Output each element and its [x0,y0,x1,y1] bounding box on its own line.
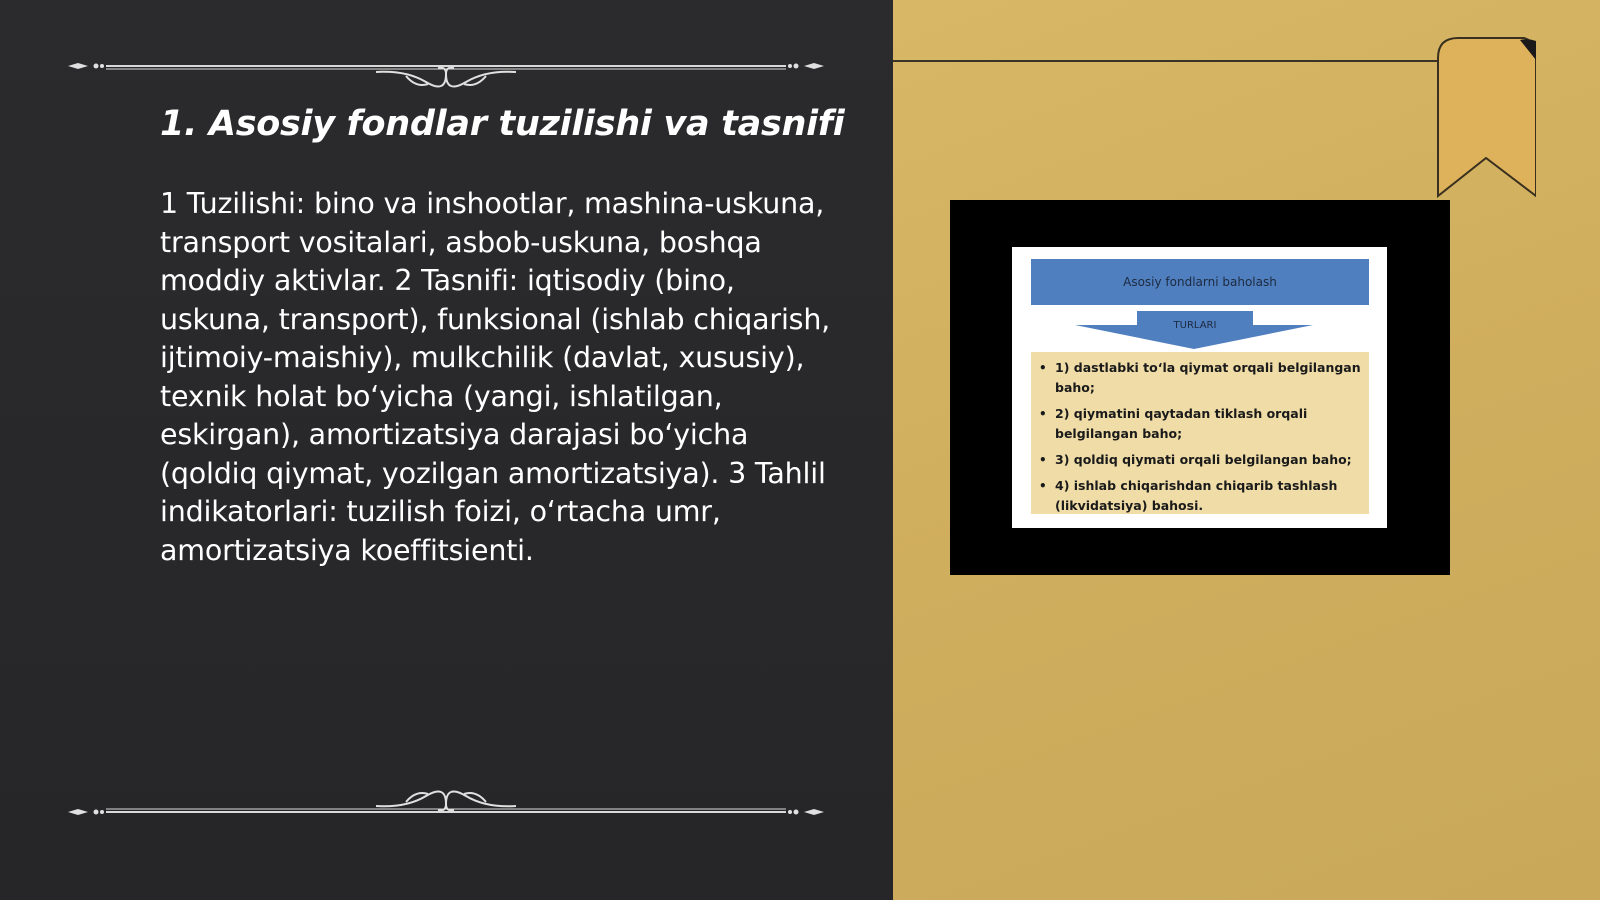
bookmark-ribbon-icon [1436,36,1536,198]
list-item: • 1) dastlabki to‘la qiymat orqali belgilangan baho; [1037,358,1361,398]
slide-title: 1. Asosiy fondlar tuzilishi va tasnifi [160,104,845,144]
embedded-list [1031,352,1369,514]
ornament-divider-top-icon [66,52,826,102]
list-item: • 2) qiymatini qaytadan tiklash orqali belgilangan baho; [1037,404,1361,444]
ornament-divider-bottom-icon [66,776,826,826]
horizontal-rule [893,60,1438,62]
embedded-arrow-label: TURLARI [1173,320,1217,331]
slide-body-text: 1 Tuzilishi: bino va inshootlar, mashina-uskuna, transport vositalari, asbob-uskuna, boshqa moddiy aktivlar. 2 Tasnifi: iqtisodiy (bino, uskuna, transport), funksional (ishlab chiqarish, ijtimoiy-maishiy), mulkchilik (davlat, xususiy), texnik holat bo‘yicha (yangi, ishlatilgan, eskirgan), amortizatsiya darajasi bo‘yicha (qoldiq qiymat, yozilgan amortizatsiya). 3 Tahlil indikatorlari: tuzilish foizi, o‘rtacha umr, amortizatsiya koeffitsienti. [160,187,831,567]
embedded-image [950,200,1450,575]
embedded-header: Asosiy fondlarni baholash [1031,259,1369,305]
embedded-slide [1012,247,1387,528]
list-item: • 4) ishlab chiqarishdan chiqarib tashlash (likvidatsiya) bahosi. [1037,476,1361,516]
list-item: • 3) qoldiq qiymati orqali belgilangan baho; [1037,450,1361,470]
